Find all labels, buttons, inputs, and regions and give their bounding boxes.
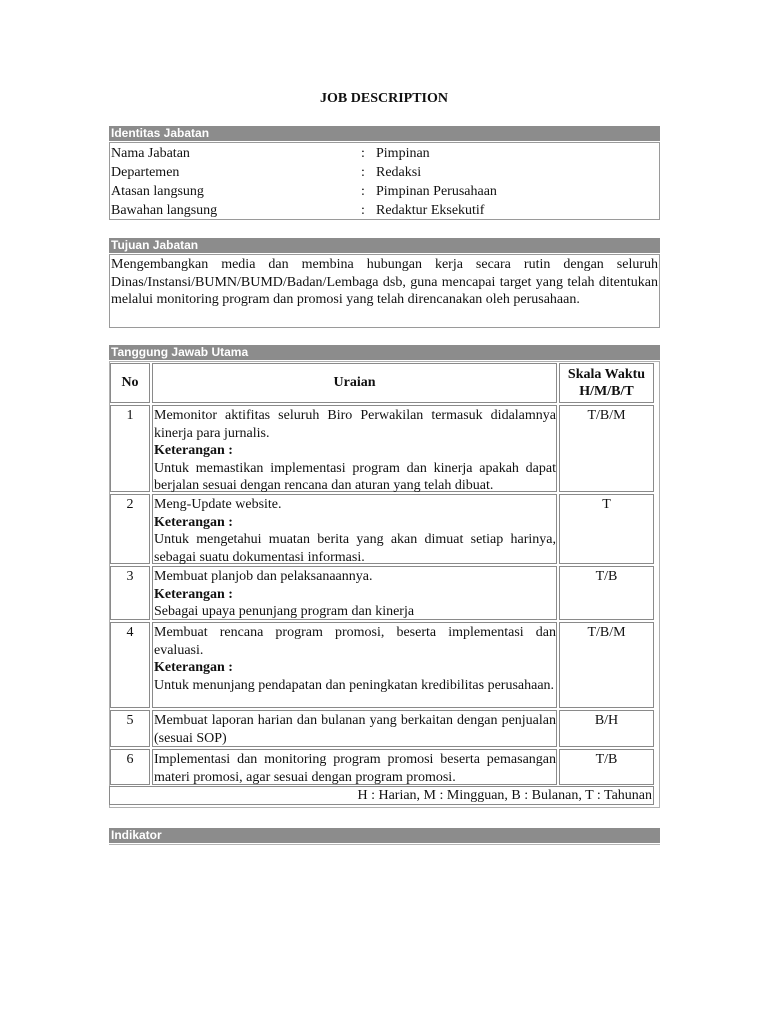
column-header-description: Uraian	[152, 363, 557, 403]
identity-value: Pimpinan	[376, 146, 430, 161]
note-text: Untuk menunjang pendapatan dan peningkatan kredibilitas perusahaan.	[154, 677, 555, 693]
identity-value: Redaktur Eksekutif	[376, 203, 485, 218]
indicator-section-header: Indikator	[109, 828, 660, 843]
note-label: Keterangan :	[154, 660, 233, 675]
note-label: Keterangan :	[154, 443, 233, 458]
row-description	[152, 622, 557, 708]
identity-label: Departemen	[111, 165, 180, 180]
note-label: Keterangan :	[154, 514, 233, 530]
identity-row	[110, 201, 659, 220]
identity-row	[110, 163, 659, 182]
identity-colon: :	[361, 203, 365, 218]
time-scale-label: Skala Waktu	[567, 366, 646, 382]
note-text: Sebagai upaya penunjang program dan kinerja	[154, 604, 415, 619]
row-number: 4	[110, 622, 150, 708]
row-description	[152, 494, 557, 564]
row-number: 6	[110, 749, 150, 785]
task-text: Memonitor aktifitas seluruh Biro Perwakilan termasuk didalamnya kinerja para jurnalis.	[154, 408, 556, 441]
note-text: Untuk memastikan implementasi program dan kinerja apakah dapat berjalan sesuai dengan rencana dan aturan yang telah dibuat.	[154, 460, 556, 493]
responsibilities-section-header: Tanggung Jawab Utama	[109, 345, 660, 360]
identity-label: Bawahan langsung	[111, 203, 218, 218]
row-number: 1	[110, 405, 150, 492]
row-time-scale: T/B	[559, 566, 654, 620]
identity-colon: :	[361, 184, 365, 199]
identity-label: Nama Jabatan	[111, 146, 190, 161]
identity-row	[110, 182, 659, 201]
indicator-divider	[109, 844, 660, 845]
row-time-scale: T	[559, 494, 654, 564]
column-header-no: No	[110, 363, 150, 403]
purpose-section-header: Tujuan Jabatan	[109, 238, 660, 253]
task-text: Membuat planjob dan pelaksanaannya.	[154, 569, 373, 584]
row-description	[152, 710, 557, 747]
row-time-scale: T/B/M	[559, 405, 654, 492]
identity-value: Pimpinan Perusahaan	[376, 184, 497, 199]
row-time-scale: T/B	[559, 749, 654, 785]
identity-row	[110, 144, 659, 163]
identity-label: Atasan langsung	[111, 184, 204, 199]
task-text: Membuat laporan harian dan bulanan yang berkaitan dengan penjualan (sesuai SOP)	[154, 713, 556, 746]
row-number: 5	[110, 710, 150, 747]
purpose-section	[109, 254, 660, 328]
column-header-time-scale	[559, 363, 654, 403]
purpose-text: Mengembangkan media dan membina hubungan kerja secara rutin dengan seluruh Dinas/Instansi/BUMN/BUMD/Badan/Lembaga dsb, guna mencapai target yang telah ditentukan melalui monitoring program dan promosi yang telah direncanakan oleh perusahaan.	[111, 257, 658, 307]
identity-section	[109, 142, 660, 220]
row-description	[152, 405, 557, 492]
row-time-scale: B/H	[559, 710, 654, 747]
row-description	[152, 566, 557, 620]
note-text: Untuk mengetahui muatan berita yang akan dimuat setiap harinya, sebagai suatu dokumentasi informasi.	[154, 532, 556, 565]
note-label: Keterangan :	[154, 586, 233, 602]
task-text: Implementasi dan monitoring program promosi beserta pemasangan materi promosi, agar sesuai dengan program promosi.	[154, 752, 556, 785]
identity-value: Redaksi	[376, 165, 422, 180]
time-scale-codes: H/M/B/T	[579, 384, 634, 399]
identity-colon: :	[361, 165, 365, 180]
row-description	[152, 749, 557, 785]
time-scale-legend: H : Harian, M : Mingguan, B : Bulanan, T : Tahunan	[109, 786, 654, 805]
row-number: 3	[110, 566, 150, 620]
page-title: JOB DESCRIPTION	[320, 91, 448, 106]
task-text: Membuat rencana program promosi, beserta implementasi dan evaluasi.	[154, 625, 556, 658]
identity-colon: :	[361, 146, 365, 161]
row-time-scale: T/B/M	[559, 622, 654, 708]
row-number: 2	[110, 494, 150, 564]
identity-section-header: Identitas Jabatan	[109, 126, 660, 141]
task-text: Meng-Update website.	[154, 497, 282, 512]
